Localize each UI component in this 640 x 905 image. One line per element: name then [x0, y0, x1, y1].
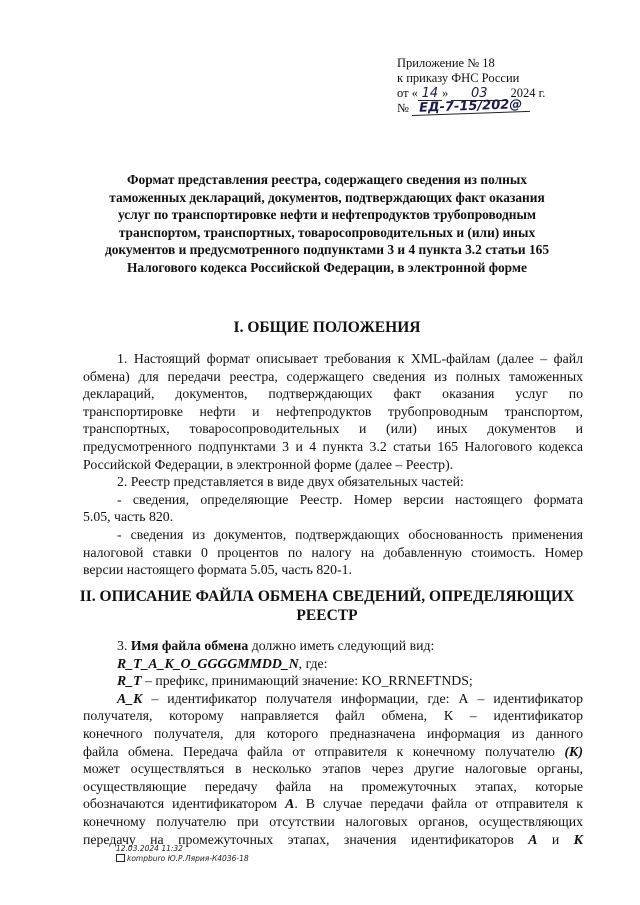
text-line: получателя, которому направляется файл обмена, К – идентификатор	[83, 708, 583, 724]
title-line: услуг по транспортировке нефти и нефтепродуктов трубопроводным	[117, 207, 537, 223]
text-line: - сведения из документов, подтверждающих обоснованность применения	[117, 526, 583, 542]
text-line: 2. Реестр представляется в виде двух обязательных частей:	[117, 474, 464, 490]
text-line: версии настоящего формата 5.05, часть 820-1.	[83, 562, 353, 578]
text-line: налоговой ставки 0 процентов по налогу на добавленную стоимость. Номер	[83, 544, 583, 560]
filename-pattern-line: R_T_A_K_O_GGGGMMDD_N, где:	[117, 655, 328, 671]
text-line: конечному получателю при отсутствии налоговых органов, осуществляющих	[83, 813, 583, 829]
text-line: передачу на промежуточных этапах, значения идентификаторов А и К	[83, 831, 583, 847]
handwritten-order-number: ЕД-7-15/202@	[412, 98, 530, 116]
appendix-block	[397, 56, 597, 116]
handwritten-day: 14	[418, 87, 442, 101]
appendix-date-line: от « 14 » 03 2024 г.	[397, 86, 546, 101]
title-line: транспортом, транспортных, товаросопроводительных и (или) иных	[118, 224, 536, 240]
text-line: транспортировке нефти и нефтепродуктов трубопроводным транспортом,	[83, 403, 583, 419]
title-line: таможенных деклараций, документов, подтверждающих факт оказания	[109, 189, 545, 205]
title-line: документов и предусмотренного подпунктами 3 и 4 пункта 3.2 статьи 165	[104, 242, 550, 258]
text-line: обозначаются идентификатором А. В случае передачи файла от отправителя к	[83, 796, 583, 812]
text-line: 5.05, часть 820.	[83, 509, 174, 525]
footer-stamp	[116, 844, 249, 864]
footer-timestamp: 12.03.2024 11:32	[116, 844, 183, 853]
document-icon	[116, 854, 125, 862]
section-1-body	[83, 350, 583, 579]
text-line: деклараций, документов, подтверждающих факт оказания услуг по	[83, 386, 583, 402]
text-line: осуществляющие передачу файла на промежуточных этапах, которые	[83, 778, 583, 794]
text-line: может осуществляться в несколько этапов через другие налоговые органы,	[83, 761, 583, 777]
text-line: A_K – идентификатор получателя информации, где: А – идентификатор	[117, 690, 583, 706]
section-2-body	[83, 637, 583, 848]
text-line: Российской Федерации, в электронной форме (далее – Реестр).	[83, 456, 454, 472]
section-1-heading: I. ОБЩИЕ ПОЛОЖЕНИЯ	[233, 319, 421, 336]
paragraph-3: 3. Имя файла обмена должно иметь следующий вид:	[117, 638, 435, 653]
title-line: Формат представления реестра, содержащего сведения из полных	[127, 172, 527, 187]
footer-path: kompburo Ю.Р.Лярия-К4036-18	[116, 854, 249, 864]
appendix-number-line: № ЕД-7-15/202@	[397, 101, 597, 116]
document-title	[72, 171, 582, 277]
text-line: 1. Настоящий формат описывает требования к XML-файлам (далее – файл	[117, 351, 583, 366]
appendix-line-2: к приказу ФНС России	[397, 71, 520, 85]
title-line: Налогового кодекса Российской Федерации, в электронной форме	[127, 259, 527, 275]
text-line: предусмотренного подпунктами 3 и 4 пункта 3.2 статьи 165 Налогового кодекса	[83, 438, 583, 454]
text-line: транспортных, товаросопроводительных и (или) иных документов и	[83, 421, 583, 437]
prefix-definition: R_T – префикс, принимающий значение: KO_RRNEFTNDS;	[117, 673, 473, 689]
handwritten-month: 03	[451, 87, 507, 101]
text-line: файла обмена. Передача файла от отправителя к конечному получателю (К)	[83, 743, 583, 759]
text-line: обмена) для передачи реестра, содержащего сведения из полных таможенных	[83, 368, 583, 384]
text-line: конечного получателя, для которого предназначена информация из данного	[83, 725, 583, 741]
appendix-line-1: Приложение № 18	[397, 56, 495, 70]
section-2-heading: II. ОПИСАНИЕ ФАЙЛА ОБМЕНА СВЕДЕНИЙ, ОПРЕДЕЛЯЮЩИХ РЕЕСТР	[79, 588, 575, 624]
text-line: - сведения, определяющие Реестр. Номер версии настоящего формата	[117, 491, 583, 507]
filename-pattern: R_T_A_K_O_GGGGMMDD_N	[117, 655, 299, 671]
